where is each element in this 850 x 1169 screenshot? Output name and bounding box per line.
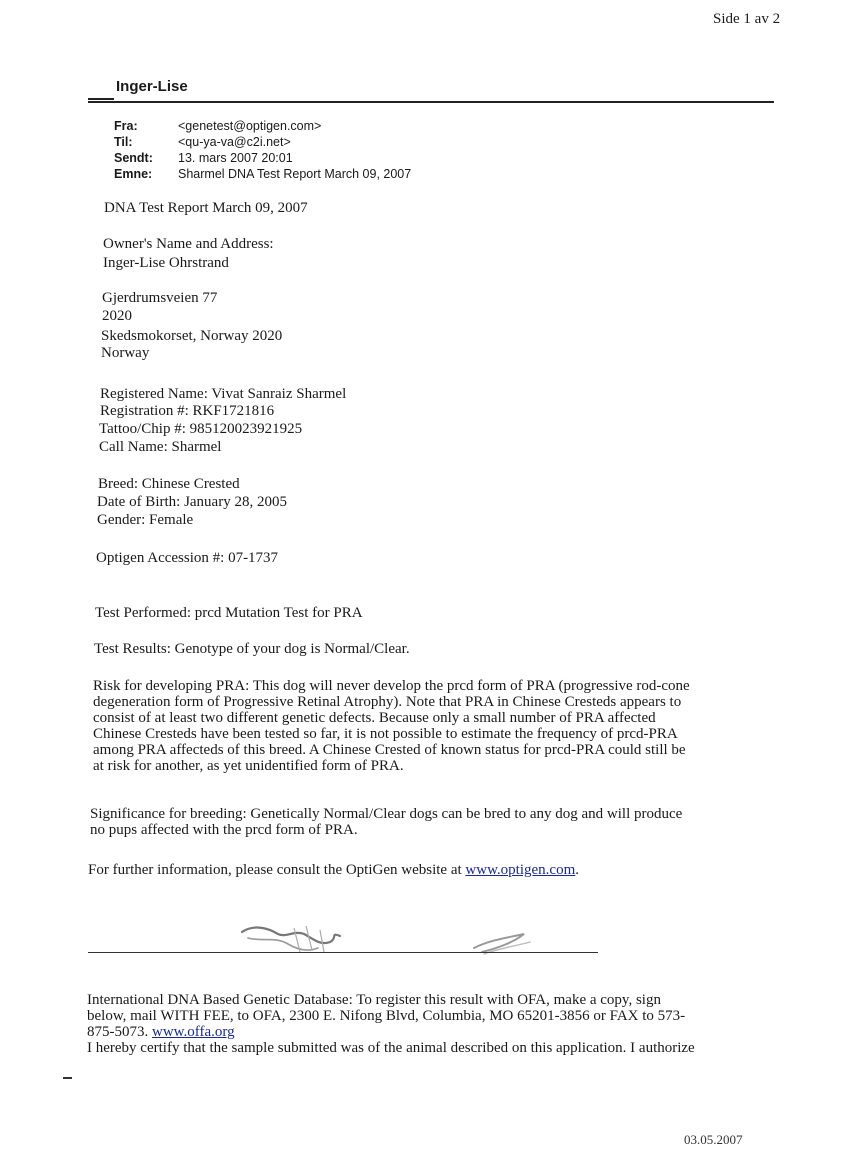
to-row: [114, 134, 411, 150]
sent-row: [114, 150, 411, 166]
address-line: Gjerdrumsveien 77: [102, 290, 218, 306]
report-title: DNA Test Report March 09, 2007: [104, 200, 308, 216]
ofa-link[interactable]: www.offa.org: [152, 1024, 235, 1040]
test-results: Test Results: Genotype of your dog is Normal/Clear.: [94, 641, 410, 657]
email-header: [114, 118, 411, 182]
address-line: 2020: [102, 308, 132, 324]
call-name: Call Name: Sharmel: [99, 439, 222, 455]
tattoo-chip: Tattoo/Chip #: 985120023921925: [99, 421, 303, 437]
risk-line: consist of at least two different genetic defects. Because only a small number of PRA affected: [93, 710, 656, 726]
registered-name: Registered Name: Vivat Sanraiz Sharmel: [100, 386, 347, 402]
signature-line: [88, 952, 598, 953]
ofa-line-text: 875-5073.: [87, 1024, 152, 1040]
certify-line: I hereby certify that the sample submitted was of the animal described on this application. I authorize: [87, 1040, 695, 1056]
owner-name: Inger-Lise Ohrstrand: [103, 255, 229, 271]
to-label: Til:: [114, 135, 133, 149]
accession-number: Optigen Accession #: 07-1737: [96, 550, 279, 566]
risk-line: among PRA affecteds of this breed. A Chinese Crested of known status for prcd-PRA could still be: [93, 742, 686, 758]
signature-image: [234, 918, 554, 968]
ofa-line: [87, 1024, 695, 1040]
ofa-line: International DNA Based Genetic Database: To register this result with OFA, make a copy, sign: [87, 992, 661, 1008]
registration-number: Registration #: RKF1721816: [100, 403, 275, 419]
sent-label: Sendt:: [114, 151, 153, 165]
risk-line: Chinese Cresteds have been tested so far, it is not possible to estimate the frequency of prcd-PRA: [93, 726, 678, 742]
risk-line: Risk for developing PRA: This dog will never develop the prcd form of PRA (progressive rod-cone: [93, 678, 690, 694]
breeding-line: Significance for breeding: Genetically Normal/Clear dogs can be bred to any dog and will produce: [90, 806, 683, 822]
from-row: [114, 118, 411, 134]
page-number: Side 1 av 2: [713, 11, 781, 27]
date-of-birth: Date of Birth: January 28, 2005: [97, 494, 287, 510]
ofa-paragraph: [87, 992, 695, 1056]
risk-line: at risk for another, as yet unidentified form of PRA.: [93, 758, 404, 774]
address-line: Norway: [101, 345, 150, 361]
stamp-date: 03.05.2007: [684, 1132, 743, 1147]
sender-name: Inger-Lise: [116, 78, 188, 95]
header-rule-lead: [88, 98, 114, 100]
subject-row: [114, 166, 411, 182]
subject-label: Emne:: [114, 167, 153, 181]
risk-paragraph: [93, 678, 690, 774]
header-rule: [88, 101, 774, 103]
gender: Gender: Female: [97, 512, 194, 528]
ofa-line: below, mail WITH FEE, to OFA, 2300 E. Nifong Blvd, Columbia, MO 65201-3856 or FAX to 573-: [87, 1008, 686, 1024]
subject-value: Sharmel DNA Test Report March 09, 2007: [178, 167, 412, 181]
optigen-link[interactable]: www.optigen.com: [465, 862, 576, 878]
further-info-text: For further information, please consult the OptiGen website at: [88, 862, 466, 878]
breed: Breed: Chinese Crested: [98, 476, 240, 492]
to-value: <qu-ya-va@c2i.net>: [178, 135, 291, 149]
sent-value: 13. mars 2007 20:01: [178, 151, 293, 165]
edge-mark: [63, 1077, 72, 1079]
from-value: <genetest@optigen.com>: [178, 119, 322, 133]
further-info-end: .: [575, 862, 579, 878]
breeding-paragraph: [90, 806, 682, 838]
further-info: [88, 862, 579, 879]
address-line: Skedsmokorset, Norway 2020: [101, 328, 283, 344]
from-label: Fra:: [114, 119, 138, 133]
risk-line: degeneration form of Progressive Retinal Atrophy). Note that PRA in Chinese Cresteds appears to: [93, 694, 682, 710]
breeding-line: no pups affected with the prcd form of PRA.: [90, 822, 358, 838]
owner-heading: Owner's Name and Address:: [103, 236, 274, 252]
test-performed: Test Performed: prcd Mutation Test for PRA: [95, 605, 363, 621]
